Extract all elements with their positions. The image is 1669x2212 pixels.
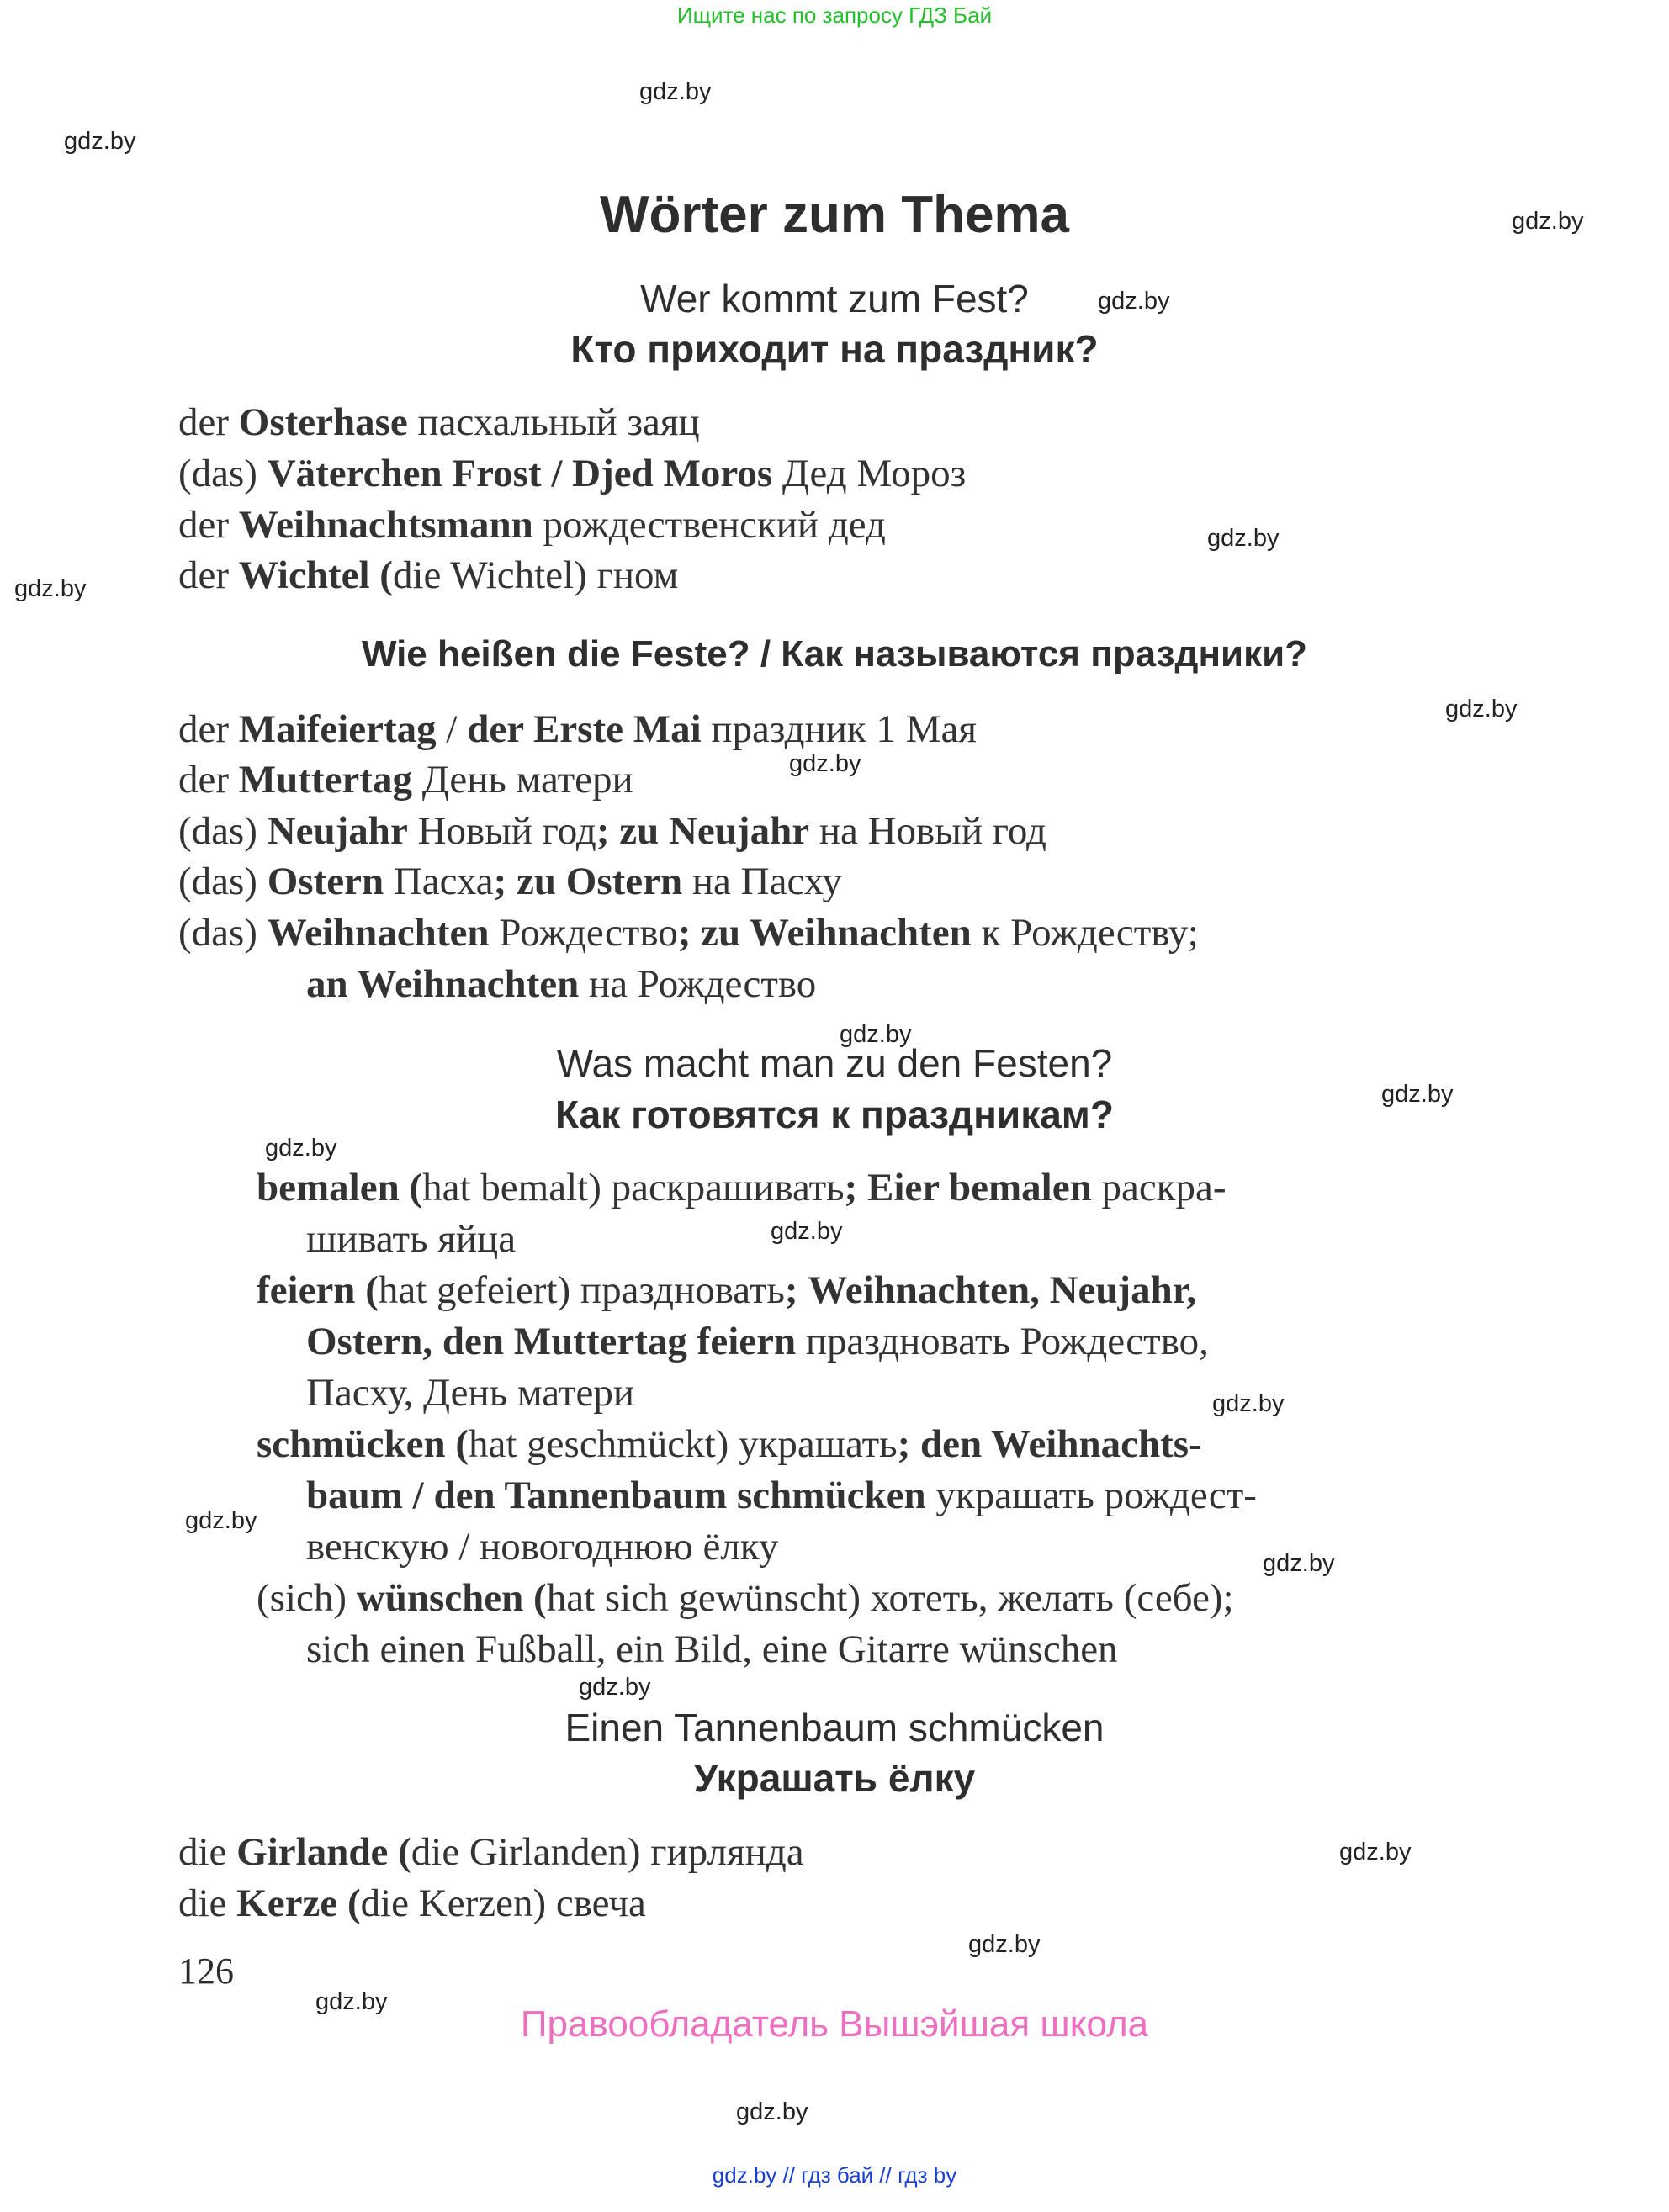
watermark: gdz.by — [185, 1507, 257, 1534]
vocab-entry-maifeiertag: der Maifeiertag / der Erste Mai праздник 1 Мая — [178, 707, 977, 751]
section-heading-ru: Украшать ёлку — [693, 1756, 976, 1800]
watermark: gdz.by — [579, 1674, 651, 1701]
vocab-entry-osterhase: der Osterhase пасхальный заяц — [178, 400, 700, 444]
watermark: gdz.by — [736, 2098, 808, 2125]
vocab-entry-schmuecken-cont: baum / den Tannenbaum schmücken украшать рождест- — [306, 1474, 1257, 1517]
watermark: gdz.by — [840, 1021, 912, 1048]
vocab-entry-schmuecken-cont2: венскую / новогоднюю ёлку — [306, 1525, 779, 1569]
vocab-entry-weihnachten-cont: an Weihnachten на Рождество — [306, 962, 817, 1006]
watermark: gdz.by — [639, 78, 712, 105]
vocab-entry-vaeterchen-frost: (das) Väterchen Frost / Djed Moros Дед Мороз — [178, 452, 967, 495]
vocab-entry-feiern-cont: Ostern, den Muttertag feiern праздновать Рождество, — [306, 1320, 1209, 1363]
page-title: Wörter zum Thema — [599, 186, 1070, 244]
watermark: gdz.by — [1263, 1550, 1335, 1577]
watermark: gdz.by — [789, 750, 861, 777]
watermark: gdz.by — [1381, 1081, 1454, 1108]
watermark: gdz.by — [771, 1218, 843, 1245]
watermark: gdz.by — [14, 575, 87, 602]
watermark: gdz.by — [1512, 208, 1584, 235]
vocab-entry-girlande: die Girlande (die Girlanden) гирлянда — [178, 1830, 804, 1874]
vocab-entry-kerze: die Kerze (die Kerzen) свеча — [178, 1881, 646, 1925]
vocab-entry-ostern: (das) Ostern Пасха; zu Ostern на Пасху — [178, 860, 842, 903]
watermark: gdz.by — [64, 128, 136, 155]
vocab-entry-weihnachtsmann: der Weihnachtsmann рождественский дед — [178, 503, 886, 547]
vocab-entry-wuenschen: (sich) wünschen (hat sich gewünscht) хотеть, желать (себе); — [257, 1576, 1234, 1620]
top-banner[interactable]: Ищите нас по запросу ГДЗ Бай — [676, 3, 993, 28]
watermark: gdz.by — [1339, 1839, 1412, 1865]
watermark: gdz.by — [1207, 525, 1280, 552]
vocab-entry-neujahr: (das) Neujahr Новый год; zu Neujahr на Новый год — [178, 809, 1046, 853]
watermark: gdz.by — [265, 1135, 337, 1162]
vocab-entry-bemalen: bemalen (hat bemalt) раскрашивать; Eier bemalen раскра- — [257, 1166, 1227, 1209]
watermark: gdz.by — [315, 1988, 388, 2015]
vocab-entry-muttertag: der Muttertag День матери — [178, 758, 633, 802]
vocab-entry-wichtel: der Wichtel (die Wichtel) гном — [178, 553, 679, 597]
section-heading-ru: Кто приходит на праздник? — [570, 327, 1099, 371]
vocab-entry-feiern-cont2: Пасху, День матери — [306, 1371, 634, 1415]
section-heading-de: Wer kommt zum Fest? — [640, 277, 1029, 320]
rights-holder: Правообладатель Вышэйшая школа — [520, 2003, 1149, 2045]
page-number: 126 — [178, 1950, 234, 1992]
watermark: gdz.by — [1098, 288, 1170, 315]
footer-links[interactable]: gdz.by // гдз бай // гдз by — [712, 2162, 957, 2188]
vocab-entry-wuenschen-cont: sich einen Fußball, ein Bild, eine Gitarre wünschen — [306, 1627, 1118, 1671]
section-heading-ru: Как готовятся к праздникам? — [555, 1093, 1114, 1136]
vocab-entry-schmuecken: schmücken (hat geschmückt) украшать; den Weihnachts- — [257, 1422, 1202, 1466]
watermark: gdz.by — [1445, 696, 1518, 722]
watermark: gdz.by — [1212, 1390, 1285, 1417]
section-heading-de: Einen Tannenbaum schmücken — [564, 1706, 1105, 1749]
vocab-entry-feiern: feiern (hat gefeiert) праздновать; Weihnachten, Neujahr, — [257, 1268, 1197, 1312]
vocab-entry-bemalen-cont: шивать яйца — [306, 1217, 517, 1261]
section-heading: Wie heißen die Feste? / Как называются праздники? — [361, 633, 1308, 675]
vocab-entry-weihnachten: (das) Weihnachten Рождество; zu Weihnachten к Рождеству; — [178, 911, 1199, 955]
watermark: gdz.by — [968, 1931, 1041, 1958]
section-heading-de: Was macht man zu den Festen? — [556, 1041, 1113, 1085]
